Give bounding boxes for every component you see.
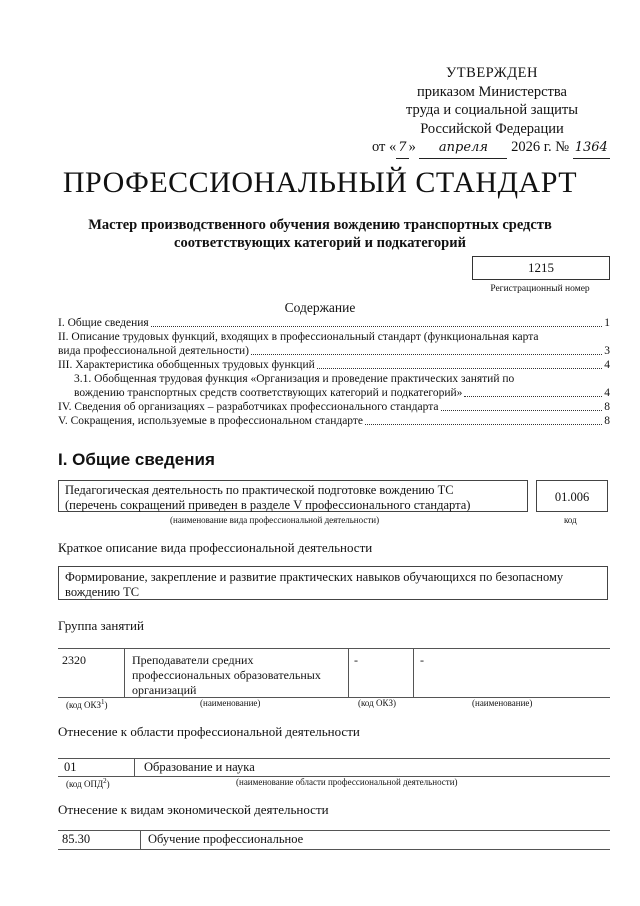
subtitle-line-2: соответствующих категорий и подкатегорий <box>174 235 466 251</box>
date-year: 2026 г. № <box>511 139 570 155</box>
toc-item[interactable]: II. Описание трудовых функций, входящих в профессиональный стандарт (функциональная карта вида профессиональной деятельности) 3 <box>58 331 610 357</box>
okz-code-2-caption: (код ОКЗ) <box>358 698 396 708</box>
activity-line-1: Педагогическая деятельность по практической подготовке вождению ТС <box>65 483 454 497</box>
approval-block <box>372 64 612 159</box>
toc-item[interactable]: III. Характеристика обобщенных трудовых функций 4 <box>58 359 610 371</box>
okz-code-2: - <box>354 653 358 667</box>
brief-description-label: Краткое описание вида профессиональной деятельности <box>58 540 373 555</box>
economic-activity-label: Отнесение к видам экономической деятельности <box>58 802 329 817</box>
toc-title: Содержание <box>284 300 356 315</box>
document-title: ПРОФЕССИОНАЛЬНЫЙ СТАНДАРТ <box>62 166 578 199</box>
opd-code-caption: (код ОПД$^2$) <box>66 777 110 789</box>
approval-title: УТВЕРЖДЕН <box>446 65 538 81</box>
approval-date-line <box>372 138 612 159</box>
document-subtitle <box>60 216 580 252</box>
section-heading: I. Общие сведения <box>58 450 215 469</box>
activity-area-label: Отнесение к области профессиональной деятельности <box>58 724 360 739</box>
approval-line-3: труда и социальной защиты <box>406 102 578 118</box>
code-caption: код <box>564 515 577 525</box>
registration-number-label: Регистрационный номер <box>490 284 590 294</box>
activity-name-box <box>58 480 528 512</box>
okz-code-caption: (код ОКЗ$^1$) <box>66 698 108 710</box>
brief-description-box: Формирование, закрепление и развитие практических навыков обучающихся по безопасному вождению ТС <box>58 566 608 600</box>
okved-name: Обучение профессиональное <box>148 832 304 846</box>
activity-area-row <box>58 758 610 777</box>
table-of-contents <box>58 316 610 428</box>
registration-number-box: 1215 <box>472 256 610 280</box>
occupation-name-caption: (наименование) <box>200 698 261 708</box>
okved-code: 85.30 <box>62 832 91 846</box>
approval-line-4: Российской Федерации <box>420 120 564 137</box>
okz-code-1: 2320 <box>62 653 86 667</box>
activity-caption: (наименование вида профессиональной деятельности) <box>170 515 380 525</box>
approval-line-2: приказом Министерства <box>417 83 567 100</box>
toc-item[interactable]: IV. Сведения об организациях – разработчиках профессионального стандарта 8 <box>58 401 610 413</box>
date-day-handwritten: 7 <box>396 139 408 159</box>
occupation-name-2: - <box>420 653 424 667</box>
occupation-name-1: Преподаватели средних профессиональных образовательных организаций <box>132 653 321 697</box>
activity-line-2: (перечень сокращений приведен в разделе V профессионального стандарта) <box>65 498 471 512</box>
activity-code-box: 01.006 <box>536 480 608 512</box>
toc-item[interactable]: V. Сокращения, используемые в профессиональном стандарте 8 <box>58 415 610 427</box>
economic-activity-row <box>58 830 610 850</box>
opd-name: Образование и наука <box>144 760 255 774</box>
occupation-group-label: Группа занятий <box>58 618 144 633</box>
subtitle-line-1: Мастер производственного обучения вождению транспортных средств <box>88 217 552 233</box>
date-month-handwritten: апреля <box>419 139 507 159</box>
date-sep: » <box>408 139 416 155</box>
occupation-group-table <box>58 648 610 698</box>
date-prefix: от « <box>372 139 397 155</box>
toc-item[interactable]: I. Общие сведения 1 <box>58 317 610 329</box>
opd-name-caption: (наименование области профессиональной деятельности) <box>236 777 458 787</box>
occupation-name-2-caption: (наименование) <box>472 698 533 708</box>
opd-code: 01 <box>64 760 77 774</box>
order-number-handwritten: 1364 <box>573 139 610 159</box>
toc-item[interactable]: 3.1. Обобщенная трудовая функция «Организация и проведение практических занятий по вождению транспортных средств соответствующих категорий и подкатегорий» 4 <box>74 373 610 399</box>
